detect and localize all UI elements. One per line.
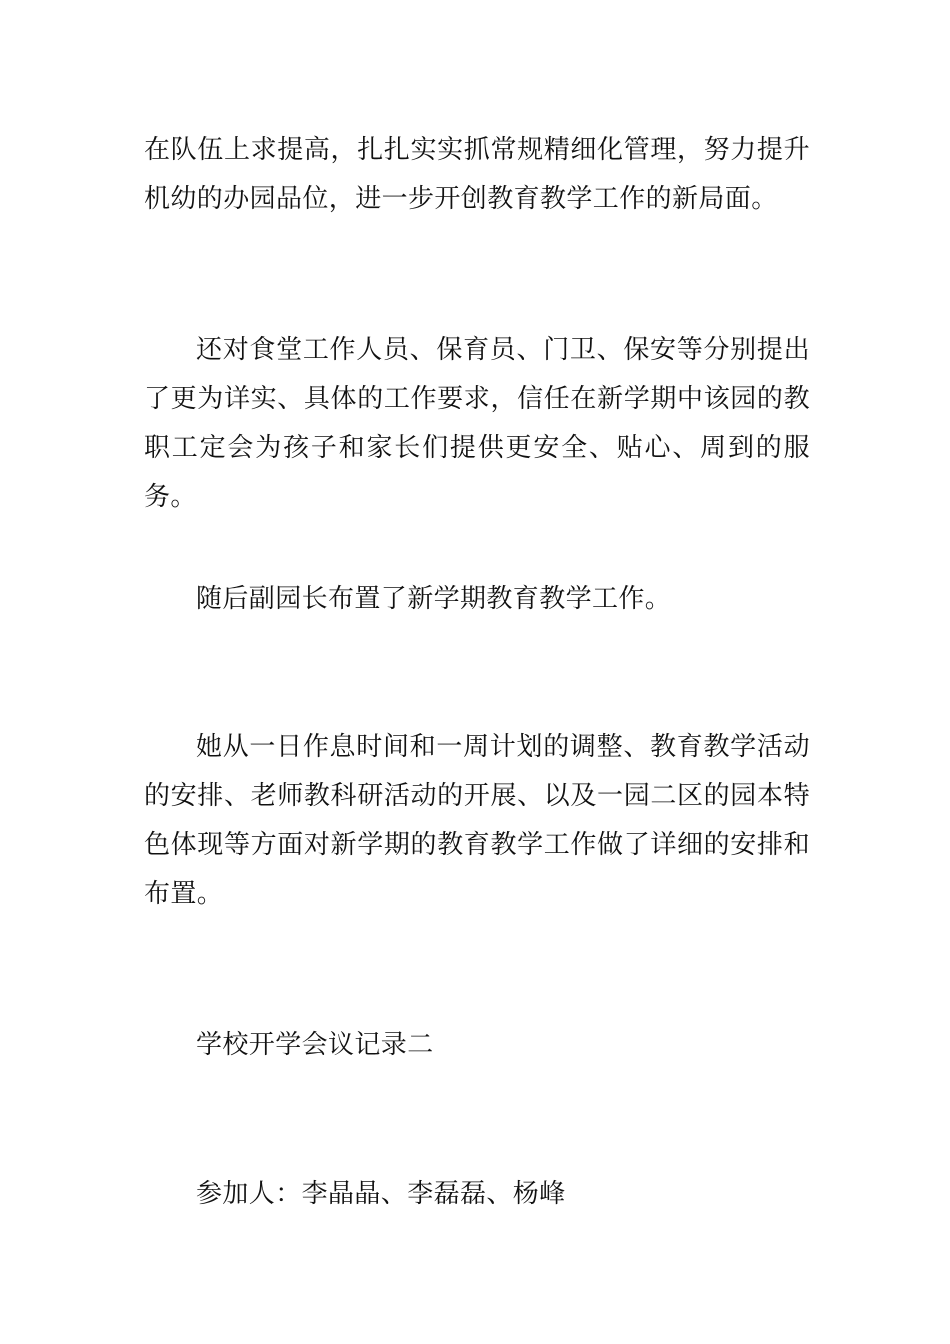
section-heading: 学校开学会议记录二	[196, 1030, 434, 1060]
attendees-line: 参加人：李晶晶、李磊磊、杨峰	[196, 1179, 566, 1209]
paragraph-2: 还对食堂工作人员、保育员、门卫、保安等分别提出了更为详实、具体的工作要求，信任在新学期中该园的教职工定会为孩子和家长们提供更安全、贴心、周到的服务。	[144, 335, 810, 512]
paragraph-3: 随后副园长布置了新学期教育教学工作。	[196, 584, 672, 614]
paragraph-4: 她从一日作息时间和一周计划的调整、教育教学活动的安排、老师教科研活动的开展、以及一园二区的园本特色体现等方面对新学期的教育教学工作做了详细的安排和布置。	[144, 732, 810, 909]
paragraph-1: 在队伍上求提高，扎扎实实抓常规精细化管理，努力提升机幼的办园品位，进一步开创教育教学工作的新局面。	[144, 135, 810, 214]
